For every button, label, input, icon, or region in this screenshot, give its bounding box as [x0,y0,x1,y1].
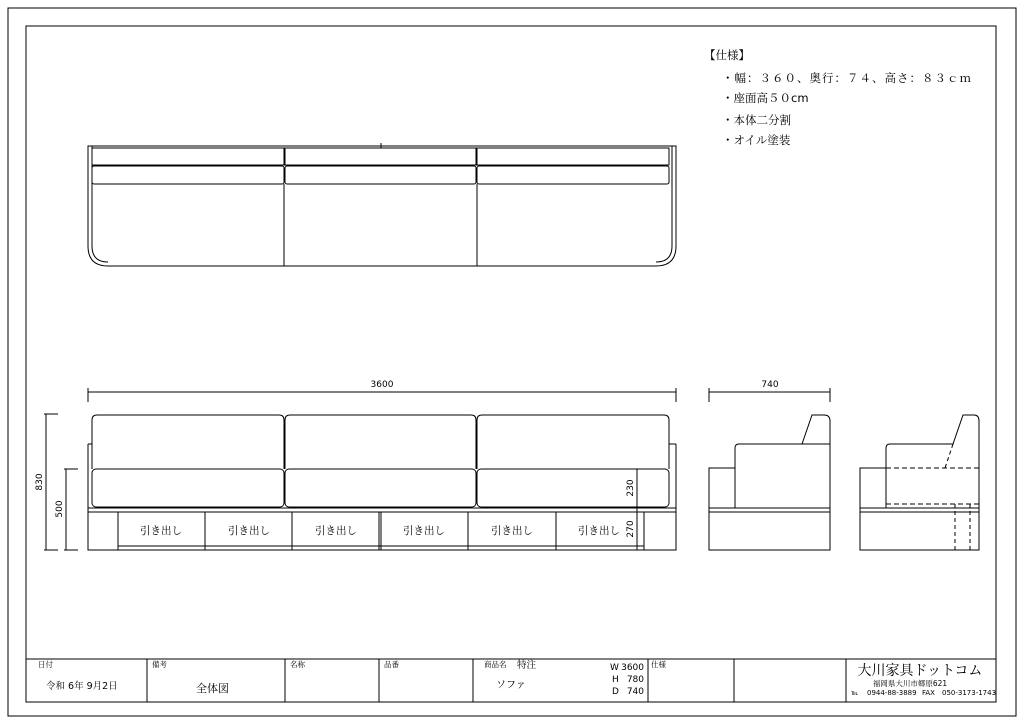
drawer-label: 引き出し [578,525,620,537]
fax-label: FAX [922,689,935,697]
w-value: 3600 [621,663,644,673]
drawer-labels [140,524,620,537]
seat-height-dimension-label: 500 [55,500,65,518]
date-value: 令和 6年 9月2日 [46,681,118,692]
product-name-value: ソファ [496,680,526,691]
company-address: 福岡県大川市郷原621 [872,679,948,688]
remarks-label: 備考 [152,660,167,669]
spec-heading: 【仕様】 [704,48,750,62]
drawer-height-dimension-label: 270 [626,520,636,538]
cushion-dimension-label: 230 [626,479,636,497]
drawer-label: 引き出し [228,525,270,537]
drawer-label: 引き出し [140,525,182,537]
h-label: H [612,675,619,685]
width-dimension-label: 3600 [370,380,394,390]
width-dimension [88,388,676,402]
date-label: 日付 [38,660,53,669]
tel-prefix: ℡ [851,689,859,697]
drawer-label: 引き出し [315,525,357,537]
spec-line: ・本体二分割 [722,112,791,127]
spec-line: ・オイル塗装 [722,133,791,147]
drawer-label: 引き出し [491,525,533,537]
depth-dimension-label: 740 [761,380,779,390]
remarks-value: 全体図 [196,682,229,695]
drawer-label: 引き出し [403,525,445,537]
fax-value: 050-3173-1743 [942,689,997,697]
product-name-label: 商品名 [484,660,507,669]
w-label: W [610,663,619,673]
section-view [860,415,979,550]
spec-line: ・座面高５０cm [722,91,809,105]
d-value: 740 [626,687,644,697]
company-name: 大川家具ドットコム [857,663,983,679]
height-dimension-label: 830 [35,473,45,491]
side-view [709,388,830,550]
spec-label: 仕様 [651,660,666,669]
tel-value: 0944-88-3889 [867,689,917,697]
product-special: 特注 [517,660,537,671]
spec-line: ・幅：３６０、奥行：７４、高さ：８３ｃｍ [722,70,972,85]
part-number-label: 品番 [384,660,399,669]
d-label: D [612,687,619,697]
height-dimensions [44,414,78,550]
h-value: 780 [626,675,644,685]
spec-notes [706,50,972,147]
name-label: 名称 [290,660,305,669]
top-view [88,143,676,266]
